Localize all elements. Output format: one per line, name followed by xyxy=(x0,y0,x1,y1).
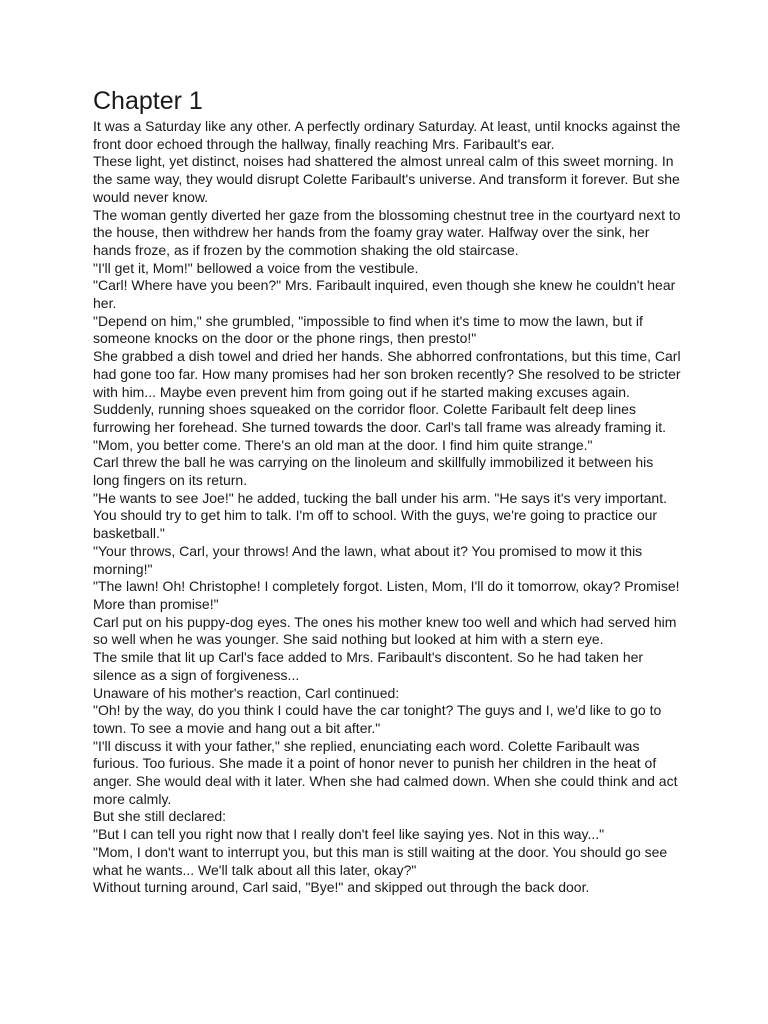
paragraph: "Mom, you better come. There's an old man at the door. I find him quite strange." xyxy=(93,436,593,453)
paragraph: Carl threw the ball he was carrying on the linoleum and skillfully immobilized it between his long fingers on its return. xyxy=(93,454,654,489)
paragraph: Suddenly, running shoes squeaked on the corridor floor. Colette Faribault felt deep lines furrowing her forehead. She turned towards the door. Carl's tall frame was already framing it. xyxy=(93,401,667,435)
paragraph: "He wants to see Joe!" he added, tucking the ball under his arm. "He says it's very important. You should try to get him to talk. I'm off to school. With the guys, we're going to practice our basketball." xyxy=(93,489,667,542)
document-page xyxy=(93,86,683,897)
paragraph: She grabbed a dish towel and dried her hands. She abhorred confrontations, but this time, Carl had gone too far. How many promises had her son broken recently? She resolved to be stricter with him... Maybe even prevent him from going out if he started making excuses again. xyxy=(93,348,681,400)
paragraph: These light, yet distinct, noises had shattered the almost unreal calm of this sweet morning. In the same way, they would disrupt Colette Faribault's universe. And transform it forever. But she would never know. xyxy=(93,153,680,205)
paragraph: Carl put on his puppy-dog eyes. The ones his mother knew too well and which had served him so well when he was younger. She said nothing but looked at him with a stern eye. xyxy=(93,613,677,648)
paragraph: The woman gently diverted her gaze from the blossoming chestnut tree in the courtyard next to the house, then withdrew her hands from the foamy gray water. Halfway over the sink, her hands froze, as if frozen by the commotion shaking the old staircase. xyxy=(93,206,681,258)
chapter-title: Chapter 1 xyxy=(93,87,203,115)
paragraph: "The lawn! Oh! Christophe! I completely forgot. Listen, Mom, I'll do it tomorrow, okay? Promise! More than promise!" xyxy=(93,578,680,612)
paragraph: Without turning around, Carl said, "Bye!" and skipped out through the back door. xyxy=(93,879,590,896)
paragraph: "Carl! Where have you been?" Mrs. Faribault inquired, even though she knew he couldn't hear her. xyxy=(93,277,676,312)
paragraph: "Mom, I don't want to interrupt you, but this man is still waiting at the door. You should go see what he wants... We'll talk about all this later, okay?" xyxy=(93,843,668,878)
chapter-body xyxy=(93,118,683,897)
paragraph: "I'll discuss it with your father," she replied, enunciating each word. Colette Faribault was furious. Too furious. She made it a point of honor never to punish her children in the heat of anger. She would deal with it later. When she had calmed down. When she could think and act more calmly. xyxy=(93,737,678,807)
paragraph: The smile that lit up Carl's face added to Mrs. Faribault's discontent. So he had taken her silence as a sign of forgiveness... xyxy=(93,649,644,683)
paragraph: "Your throws, Carl, your throws! And the lawn, what about it? You promised to mow it this morning!" xyxy=(93,542,643,577)
paragraph: "Depend on him," she grumbled, "impossible to find when it's time to mow the lawn, but if someone knocks on the door or the phone rings, then presto!" xyxy=(93,312,643,347)
paragraph: "But I can tell you right now that I really don't feel like saying yes. Not in this way..." xyxy=(93,826,605,843)
paragraph: "I'll get it, Mom!" bellowed a voice from the vestibule. xyxy=(93,259,419,276)
paragraph: But she still declared: xyxy=(93,808,227,825)
paragraph: "Oh! by the way, do you think I could have the car tonight? The guys and I, we'd like to go to town. To see a movie and hang out a bit after." xyxy=(93,702,662,736)
paragraph: It was a Saturday like any other. A perfectly ordinary Saturday. At least, until knocks against the front door echoed through the hallway, finally reaching Mrs. Faribault's ear. xyxy=(93,118,681,152)
paragraph: Unaware of his mother's reaction, Carl continued: xyxy=(93,684,400,701)
